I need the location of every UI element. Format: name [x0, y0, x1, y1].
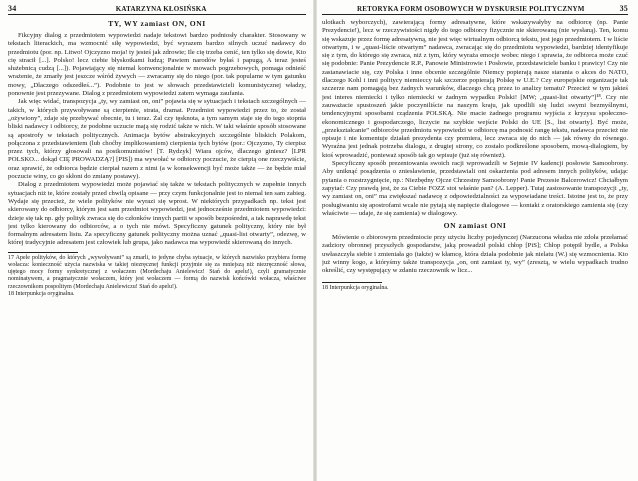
left-page-number: 34 — [8, 4, 17, 13]
right-paragraph-1: ulotkach wyborczych), zawierającą formy adresatywne, które wskazywałyby na odbiorcę (np. Panie Prezydencie!), lecz w rzeczywistości nigdy do tego odbiorcy fizycznie nie skierowaną (nie wysłaną). Ten, komu się wskazuje przez formę adresatywną, nie jest więc wirtualnym odbiorcą tekstu, jest jego przedmiotem. I w liście otwartym, i w „quasi-liście otwartym” nadawca, zwracając się do przedmiotu wypowiedzi, bardziej identyfikuje się z tym, do którego się zwraca, niż z tym, który wyraża emocje wobec niego i sprawia, że odbiorca może czuć się podobnie: Panie Prezydencie R.P., Panowie Ministrowie i Posłowie, przedstawiciele banku i prawicy! Czy nie zastanawiacie się, czy Polska i inne obcenie szczególnie Niemcy popierają nasze starania o akces do NATO, dlaczego Kohl i inni politycy niemieccy tak szczerze popierają Polskę w U.E.? Czy europejskie organizacje tak szczerze nam pomagają bez żadnych warunków, dlaczego chcą przez to analizy tematu? Przecież w tym jakieś jest interes niemiecki i tylko niemiecki w żadnym wypadku Polski! [MW; „quasi-list otwarty”]¹⁸. Czy nie zauważacie spustoszeń jakie poczyniliście na naszym kraju, jak upodlili się ludzi swymi bezmyślnymi, tendencyjnymi sposobami rządzenia POLSKĄ. Nie macie żadnego programu wyjścia z kryzysu społeczno-ekonomicznego i gospodarczego, liczycie na szybkie wejście Polski do UE [S., list otwarty]. Być może, „przekształcanie” odbiorców przedmiotu wypowiedzi w odbiorcę ma podnosić rangę tekstu, nadawca przecież nie opisuje i nie komentuje działań prezydenta czy premiera, lecz zwraca się do nich — jak równy do równego. Wyraźna jest jednak potrzeba dialogu, z drugiej strony, co zostało podkreślone sposobem, mową-dialogiem, by ktoś wprowadzić, ponieważ sposób tak go wpisuje (już się również). — [322, 19, 628, 159]
right-paragraph-3: Mówienie o zbiorowym przedmiocie przy użyciu liczby pojedynczej (Narzucona władza nie zdoła przełamać zadziory obronnej przyszłych gospodarstw, jaką prowadził polski chłop [PiS]; Chłop potępił bydle, a Polska uwłaszczyła siebie i zmieniała go (także) w kłamcę, która działa podobnie jak nielatu (W.) się wzmocnienia. Kto już winny kogo, a któryśmy także transpozycja „on, ont zamiast ty, wy” (zresztą, w wielu wypadkach trudno określić, czy występujący w zdaniu rzeczownik w licz... — [322, 234, 628, 275]
right-page-header — [322, 4, 628, 15]
left-page — [8, 4, 306, 478]
left-footnote-18: 18 Interpunkcja oryginalna. — [8, 290, 75, 297]
right-page — [322, 4, 628, 478]
right-paragraph-2: Specyficzny sposób prezentowania swoich racji wprowadzili w Sejmie IV kadencji posłowie Samoobrony. Aby uniknąć posądzenia o zniesławienie, przedstawiali oni oskarżenia pod adresem innych polityków, udając pytania o rozstrzygnięcie, np.: Niezbędny Ojcze Chrzestny Samoobrony! Panie Prezesie Balcerowicz! Chciałbym zapytać: Czy prawdą jest, że za Ciebie FOZZ stoi właśnie pan? (A. Lepper). Tutaj zastosowanie transpozycji „ty, wy zamiast on, oni” ma zwiększać nadawcę z odpowiedzialności za wypowiadane treści. Istotne jest to, że przy posługiwaniu się apostrofami wcale nie pytają się napięcie dialogowe — kontakt z oratorskiego zamienia się (czy właściwie — udaje, że się zamienia) w dialogowy. — [322, 160, 628, 217]
left-paragraph-2: Jak więc widać, transpozycja „ty, wy zamiast on, oni” pojawia się w sytuacjach i tekstach szczególnych — takich, w których przywoływane są cierpienie, strata, dramat. Przedmiot wypowiedzi przez to, że został „ożywiony”, zdaje się przebywać obecnie, tu i teraz. Żal czy tęsknota, a tym samym staje się do tego stopnia bliski nadawcy i odbiorcy, że podobne uczucie mają się rodzić także w nich. W taki właśnie sposób stosowane są apostrofy w tekstach politycznych. Animacja bytów abstrakcyjnych szczególnie bliskich Polakom, połączona z przedstawieniem (lub choćby implikowaniem) cierpienia tych bytów (por.: Ojczyzno, Ty cierpisz przez tych, którzy głosowali na postkomunistów! [T. Rydzyk] Wiara ojców, dlaczego giniesz? [LPR POLSKO... dokąd CIĘ PROWADZĄ?] [PIS]) ma wywołać w odbiorcy poczucie, że cierpią one rzeczywiście, oraz sprawić, że odbiorca będzie cierpiał razem z nimi (a w konsekwencji być może także — że będzie miał poczucie winy, co go skłoni do zmiany postawy). — [8, 98, 306, 181]
right-page-number: 35 — [619, 4, 628, 13]
right-running-head: RETORYKA FORM OSOBOWYCH W DYSKURSIE POLITYCZNYM — [357, 5, 585, 13]
left-paragraph-3: Dialog z przedmiotem wypowiedzi może pojawiać się także w tekstach politycznych w zupełnie innych sytuacjach niż te, które zostały przed chwilą opisane — przy czym funkcjonalnie jest to niemal ten sam zabieg. Wydaje się przecież, że wiele polityków nie wyrazi się wprost. W niektórych przypadkach np. tekst jest skierowany do odbiorcy, którym jest sam przedmiot wypowiedzi, jest jednocześnie przedmiotem wypowiedzi: dzieje się tak np. gdy polityk zwraca się do członków innych partii w sposób bezpośredni, a tak naprawdę tekst jest tylko kierowany do odbiorców, a o tych nie mówi. Specyficzny gatunek polityczny, który nie był formalnym adresatem listu. Za specyficzny gatunek polityczny można uznać „quasi-list otwarty”, odezwę, w której tradycyjnie adresatem jest człowiek lub grupa, jako nadawca ma wypowiedź skierowaną do innych. — [8, 181, 306, 247]
left-section-title: TY, WY zamiast ON, ONI — [108, 19, 206, 28]
left-page-header — [8, 4, 306, 15]
left-footnote-rule — [8, 252, 78, 253]
right-footnote-18: 18 Interpunkcja oryginalna. — [322, 284, 389, 291]
right-footnote-rule — [322, 282, 382, 283]
right-section-title: ON zamiast ONI — [443, 221, 507, 231]
book-gutter — [313, 0, 317, 481]
left-running-head: KATARZYNA KŁOSIŃSKA — [115, 5, 207, 13]
left-paragraph-1: Fikcyjny dialog z przedmiotem wypowiedzi nadaje tekstowi bardzo podniosły charakter. Stosowany w tekstach literackich, ma wzmocnić siłę wypowiedzi, być wyrazem bardzo silnych uczuć nadawcy do przedmiotu (por. np. Litwo! Ojczyzno moja! ty jesteś jak zdrowie; Ile cię trzeba cenić, ten tylko się dowie, Kto cię stracił [...]. Polsko! lecz ciebie błyskotkami łudzą; Pawiem narodów byłaś i papugą, A teraz jesteś służebnicą cudzą [...]). Pojawiający się niemal konwencjonalnie w mowach pogrzebowych, pomaga odnieść wrażenie, że zmarły jest jeszcze wśród żywych — zwracamy się do niego (por. tak popularne w tym gatunku mowy, „Dlaczego odszedłeś...”). Podobnie to jest w słowach przedstawicieli komunistycznej władzy, ponownie jest przezywane. Dialog z przedmiotem wypowiedzi zatem wymaga zaufania. — [8, 32, 306, 98]
left-footnote-17: 17 Apele polityków, do których „wywoływani” są zmarli, to jedyne chyba sytuacje, w których nazwisko przybiera formę wołacza: konieczność użycia nazwiska w takiej niezręcznej funkcji przyjmie się za mniejszą niż niezręczność słowa, ujętego mocy formy synkretycznej z wołaczem (Mordechaju Anielewicz! Stań do apelu!), czyli gramatycznie nominatywem, a pragmatycznie wołaczem, który jest wołaczem — formą do nazwisk końcówki wołacza, właściwe rzeczownikom pospolitym (Mordechaju Anielewiczu! Stań do apelu!). — [8, 254, 306, 290]
